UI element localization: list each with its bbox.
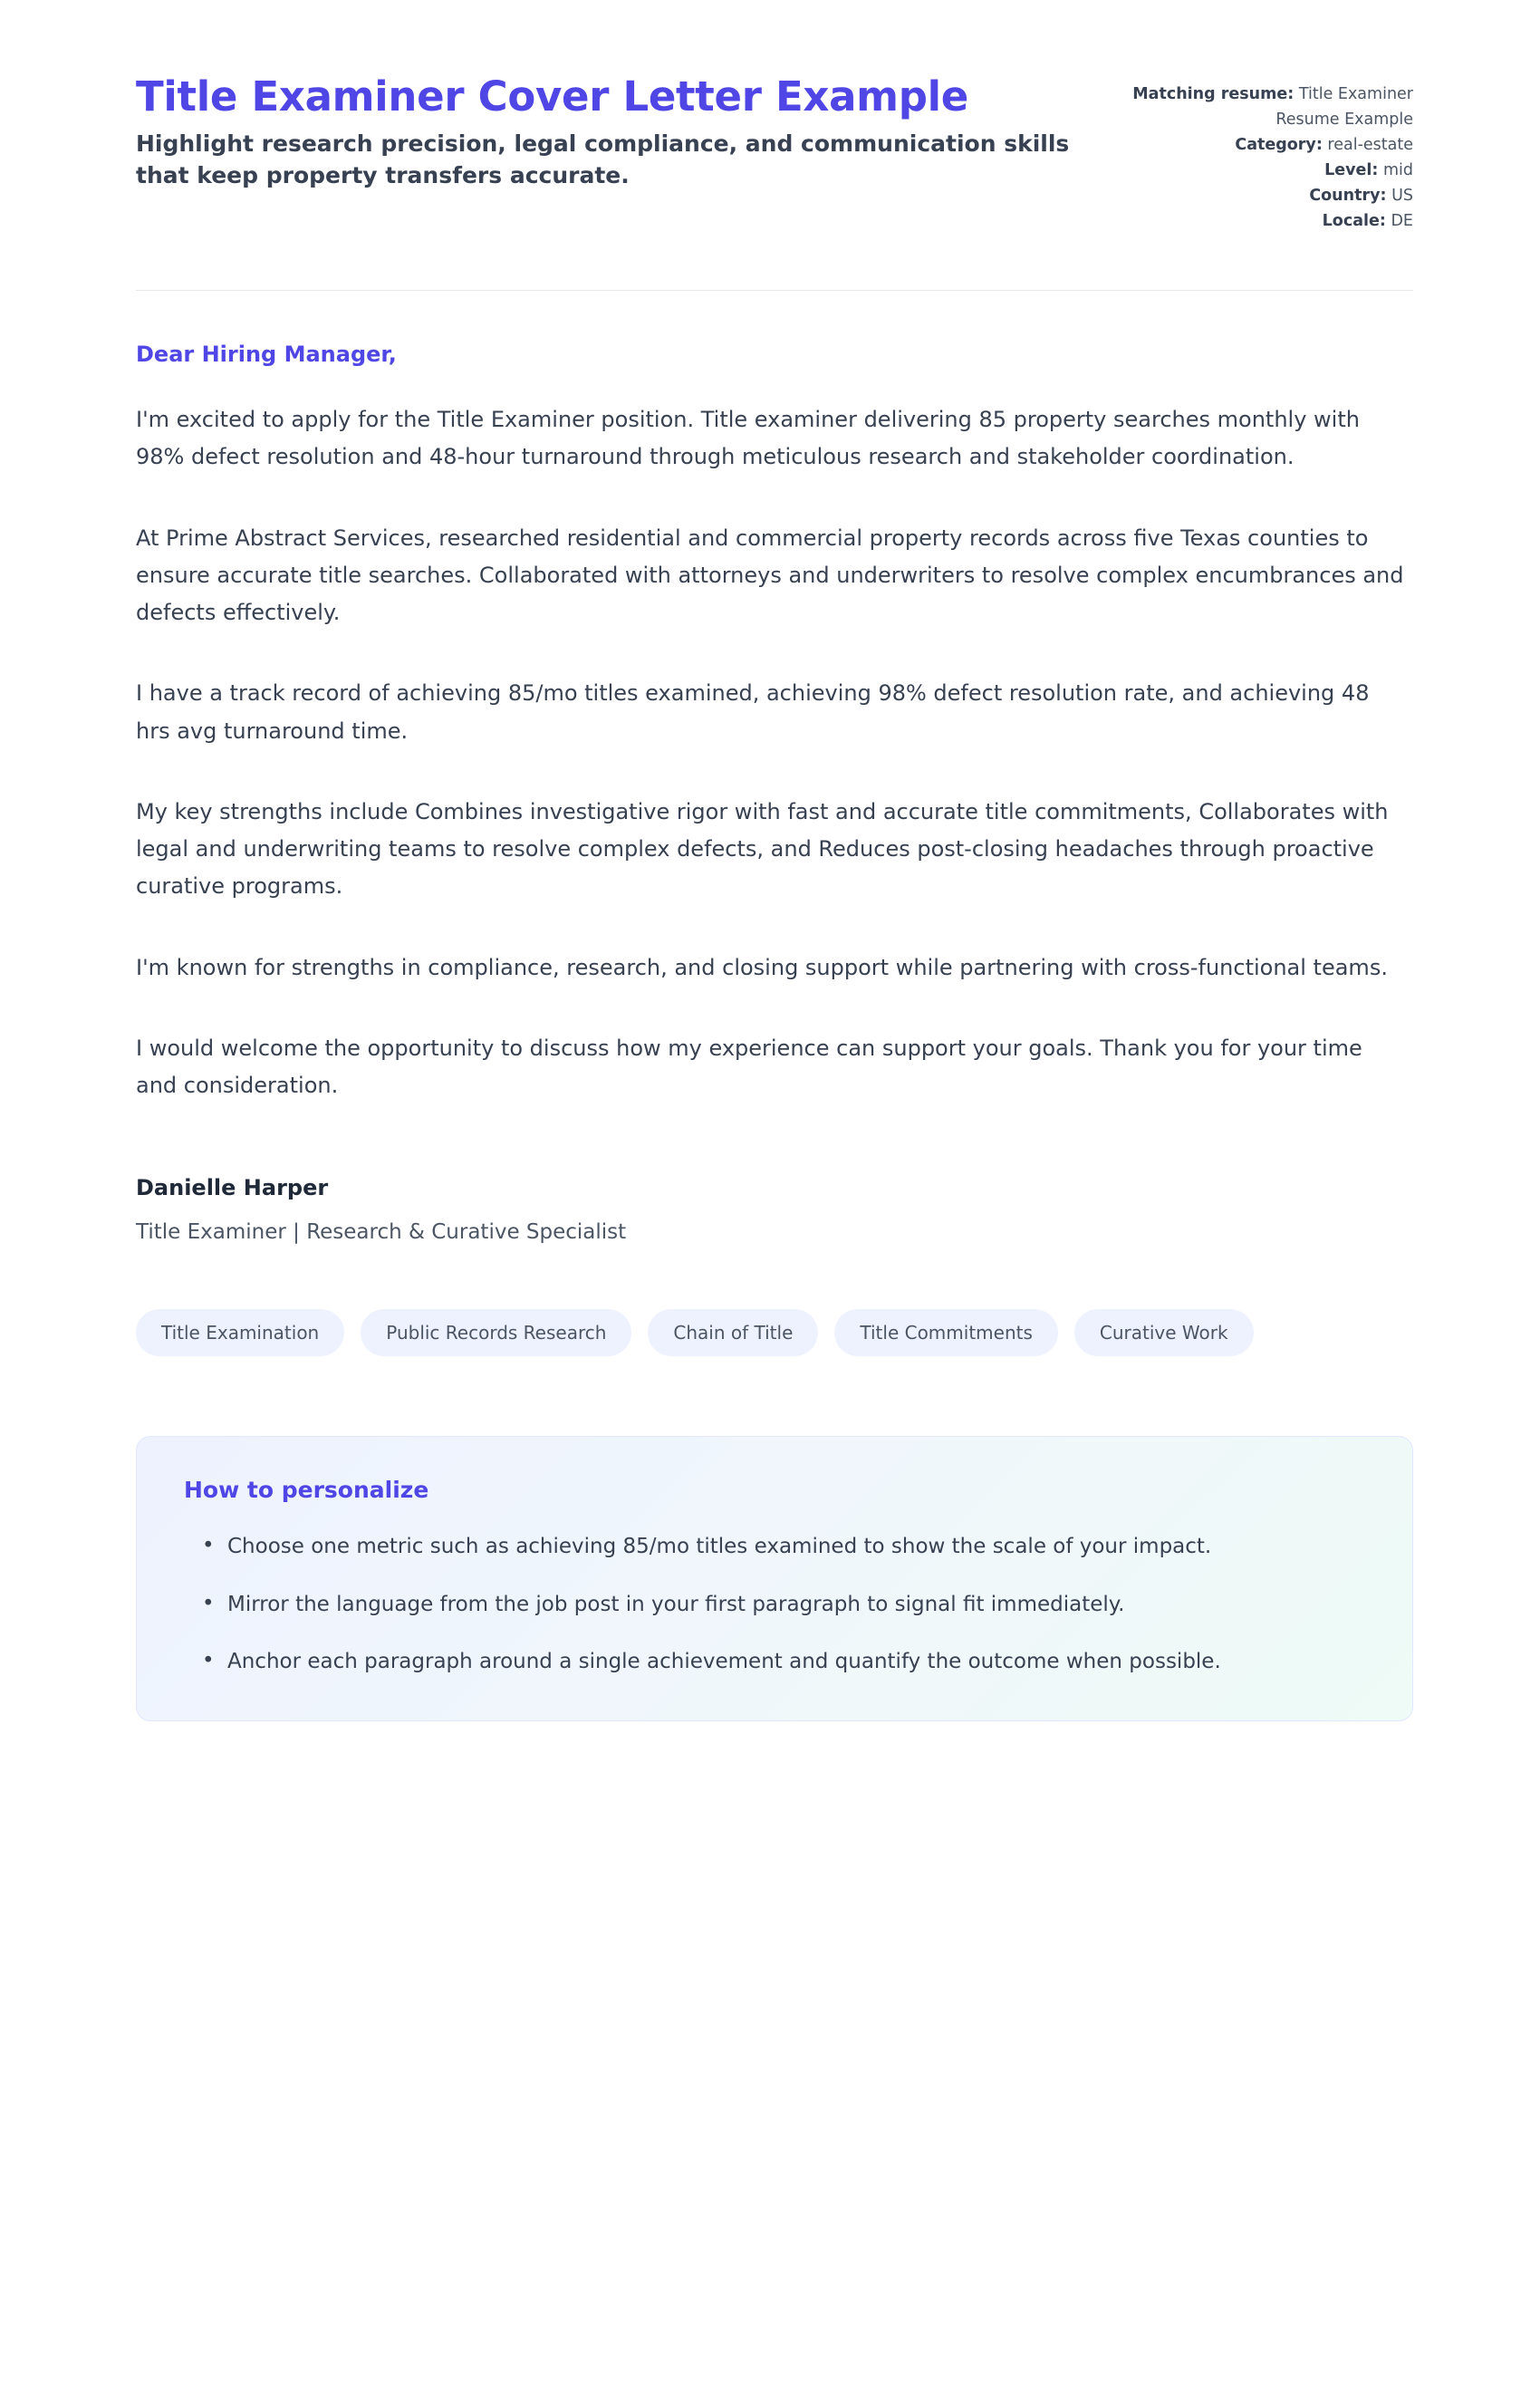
letter-paragraph: I'm known for strengths in compliance, research, and closing support while partnering with cross-functional teams. bbox=[136, 954, 1388, 980]
header-text-block bbox=[136, 71, 1094, 192]
meta-country-label: Country: bbox=[1309, 187, 1387, 205]
signature-role: Title Examiner | Research & Curative Specialist bbox=[136, 1220, 627, 1245]
letter-paragraph: I would welcome the opportunity to discuss how my experience can support your goals. Thank you for your time and consideration. bbox=[136, 1035, 1362, 1099]
meta-matching-resume-value: Title Examiner Resume Example bbox=[1275, 85, 1413, 129]
meta-level bbox=[1131, 158, 1413, 183]
callout-list bbox=[184, 1530, 1365, 1679]
meta-category-label: Category: bbox=[1235, 136, 1323, 154]
meta-level-value: mid bbox=[1382, 161, 1413, 179]
callout-list-item: • Choose one metric such as achieving 85/mo titles examined to show the scale of your impact. bbox=[215, 1530, 1365, 1564]
meta-matching-resume bbox=[1131, 82, 1413, 132]
meta-category-value: real-estate bbox=[1327, 136, 1413, 154]
personalize-callout bbox=[136, 1436, 1413, 1721]
letter-paragraph: My key strengths include Combines investigative rigor with fast and accurate title commitments, Collaborates with legal and underwriting teams to resolve complex defects, and Reduces post-closing headaches through proactive curative programs. bbox=[136, 798, 1389, 900]
document-metadata bbox=[1131, 71, 1413, 234]
skill-tag[interactable]: Title Examination bbox=[136, 1309, 344, 1356]
meta-locale bbox=[1131, 208, 1413, 234]
document-header bbox=[136, 71, 1413, 234]
meta-country bbox=[1131, 183, 1413, 208]
skill-tag[interactable]: Public Records Research bbox=[361, 1309, 631, 1356]
callout-title: How to personalize bbox=[184, 1477, 429, 1504]
meta-category bbox=[1131, 132, 1413, 158]
meta-locale-value: DE bbox=[1391, 212, 1413, 230]
meta-matching-resume-label: Matching resume: bbox=[1132, 85, 1295, 103]
page-subtitle: Highlight research precision, legal compliance, and communication skills that keep property transfers accurate. bbox=[136, 130, 1070, 188]
meta-level-label: Level: bbox=[1324, 161, 1379, 179]
letter-paragraph: At Prime Abstract Services, researched residential and commercial property records across five Texas counties to ensure accurate title searches. Collaborated with attorneys and underwriters to resolve complex encumbrances and defects effectively. bbox=[136, 525, 1404, 626]
skill-tag[interactable]: Curative Work bbox=[1074, 1309, 1254, 1356]
skill-tag[interactable]: Title Commitments bbox=[834, 1309, 1058, 1356]
page-title: Title Examiner Cover Letter Example bbox=[136, 72, 969, 120]
letter-paragraph: I have a track record of achieving 85/mo titles examined, achieving 98% defect resolution rate, and achieving 48 hrs avg turnaround time. bbox=[136, 680, 1370, 744]
cover-letter-body bbox=[136, 291, 1413, 1721]
skill-tag-list bbox=[136, 1309, 1413, 1356]
meta-country-value: US bbox=[1391, 187, 1413, 205]
callout-list-item: • Anchor each paragraph around a single achievement and quantify the outcome when possible. bbox=[215, 1645, 1365, 1679]
skill-tag[interactable]: Chain of Title bbox=[648, 1309, 818, 1356]
signature-name: Danielle Harper bbox=[136, 1175, 329, 1201]
letter-paragraph: I'm excited to apply for the Title Examiner position. Title examiner delivering 85 property searches monthly with 98% defect resolution and 48-hour turnaround through meticulous research and stakeholder coordination. bbox=[136, 407, 1360, 470]
signature-block bbox=[136, 1175, 1413, 1244]
callout-list-item: • Mirror the language from the job post in your first paragraph to signal fit immediately. bbox=[215, 1588, 1365, 1622]
meta-locale-label: Locale: bbox=[1322, 212, 1386, 230]
salutation: Dear Hiring Manager, bbox=[136, 342, 397, 367]
